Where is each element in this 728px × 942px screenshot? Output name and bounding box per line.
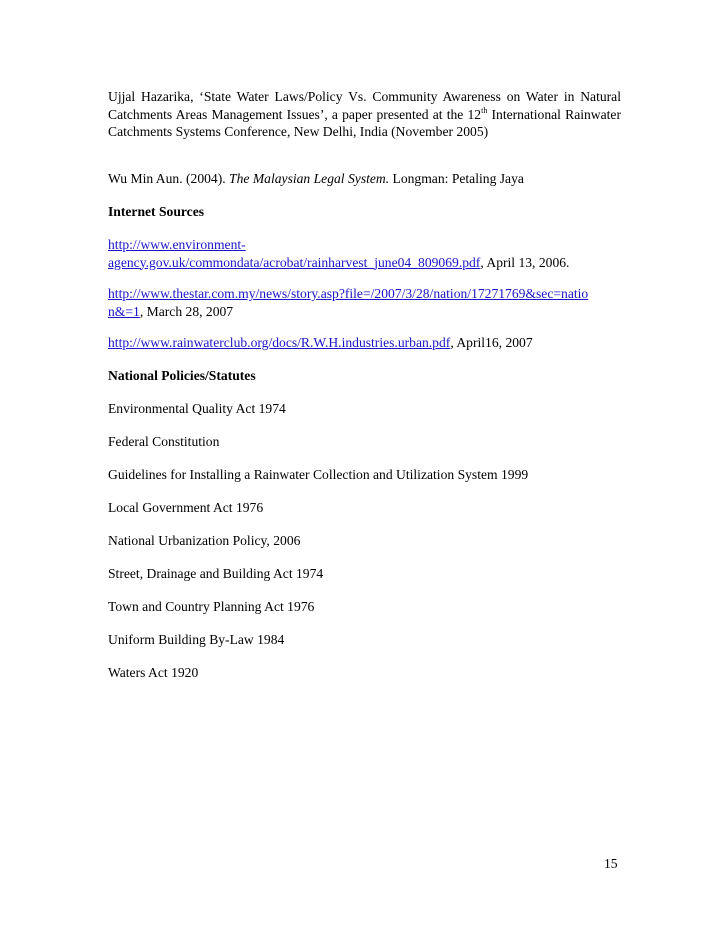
internet-source-2	[108, 285, 621, 320]
reference-wu	[108, 170, 621, 188]
reference-hazarika-text: Ujjal Hazarika, ‘State Water Laws/Policy Vs. Community Awareness on Water in Natural Catchments Areas Management Issues’, a paper presented at the 12	[108, 89, 621, 122]
internet-source-3-link[interactable]: http://www.rainwaterclub.org/docs/R.W.H.industries.urban.pdf	[108, 335, 451, 350]
superscript-th: th	[481, 105, 488, 115]
page-number: 15	[604, 856, 618, 871]
reference-hazarika-text-cont: International Rainwater Catchments Systems Conference, New Delhi, India (November 2005)	[108, 106, 621, 139]
internet-source-2-link[interactable]: http://www.thestar.com.my/news/story.asp?file=/2007/3/28/nation/17271769&sec=natio n&=1	[108, 286, 589, 319]
statute-item: Environmental Quality Act 1974	[108, 401, 286, 416]
statute-item: Guidelines for Installing a Rainwater Collection and Utilization System 1999	[108, 467, 529, 482]
internet-source-3-date: , April16, 2007	[450, 335, 533, 350]
reference-wu-publisher: Longman: Petaling Jaya	[389, 171, 524, 186]
statute-item: National Urbanization Policy, 2006	[108, 533, 301, 548]
reference-hazarika	[108, 88, 621, 141]
internet-source-2-date: , March 28, 2007	[139, 303, 234, 319]
statute-item: Waters Act 1920	[108, 665, 199, 680]
internet-source-3	[108, 334, 621, 352]
heading-national-policies: National Policies/Statutes	[108, 368, 256, 383]
statute-item: Street, Drainage and Building Act 1974	[108, 566, 324, 581]
internet-source-1-link[interactable]: http://www.environment- agency.gov.uk/commondata/acrobat/rainharvest_june04_809069.pdf	[108, 237, 481, 270]
statute-item: Town and Country Planning Act 1976	[108, 599, 315, 614]
statute-item: Federal Constitution	[108, 434, 220, 449]
reference-wu-author: Wu Min Aun. (2004).	[108, 171, 230, 186]
internet-source-1	[108, 236, 621, 271]
statute-item: Uniform Building By-Law 1984	[108, 632, 285, 647]
internet-source-1-date: , April 13, 2006.	[480, 254, 570, 270]
statute-item: Local Government Act 1976	[108, 500, 264, 515]
reference-wu-title: The Malaysian Legal System.	[229, 171, 390, 186]
heading-internet-sources: Internet Sources	[108, 204, 205, 219]
